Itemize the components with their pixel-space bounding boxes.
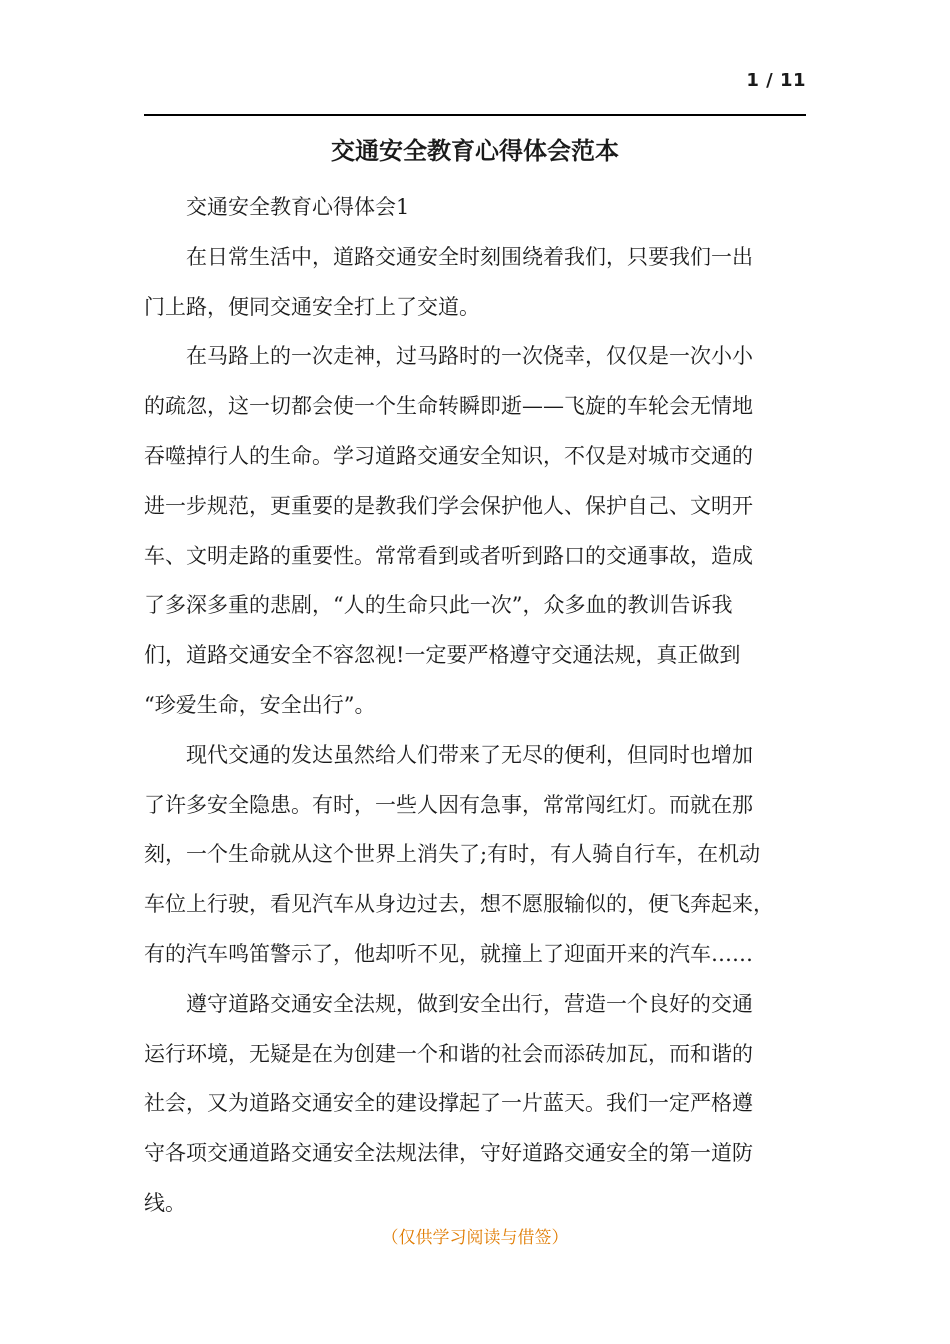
page-number: 1 / 11 [746,70,806,91]
paragraph: 遵守道路交通安全法规，做到安全出行，营造一个良好的交通 运行环境，无疑是在为创建一个和谐的社会而添砖加瓦，而和谐的 社会，又为道路交通安全的建设撑起了一片蓝天。我们一定严格遵 守各项交通道路交通安全法规法律，守好道路交通安全的第一道防 线。 [144,991,753,1215]
footer-note: （仅供学习阅读与借签） [381,1228,569,1248]
paragraph: 在马路上的一次走神，过马路时的一次侥幸，仅仅是一次小小 的疏忽，这一切都会使一个生命转瞬即逝——飞旋的车轮会无情地 吞噬掉行人的生命。学习道路交通安全知识，不仅是对城市交通的 进一步规范，更重要的是教我们学会保护他人、保护自己、文明开 车、文明走路的重要性。常常看到或者听到路口的交通事故，造成 了多深多重的悲剧，“人的生命只此一次”，众多血的教训告诉我 们，道路交通安全不容忽视!一定要严格遵守交通法规，真正做到 “珍爱生命，安全出行”。 [144,344,753,717]
header-divider [144,114,806,116]
document-title: 交通安全教育心得体会范本 [331,136,619,165]
paragraph: 现代交通的发达虽然给人们带来了无尽的便利，但同时也增加 了许多安全隐患。有时，一些人因有急事，常常闯红灯。而就在那 刻，一个生命就从这个世界上消失了;有时，有人骑自行车，在机动 车位上行驶，看见汽车从身边过去，想不愿服输似的，便飞奔起来， 有的汽车鸣笛警示了，他却听不见，就撞上了迎面开来的汽车…… [144,742,774,966]
paragraph: 在日常生活中，道路交通安全时刻围绕着我们，只要我们一出 门上路，便同交通安全打上了交道。 [144,244,753,319]
section-heading: 交通安全教育心得体会1 [186,195,410,219]
document-body [144,183,806,1229]
